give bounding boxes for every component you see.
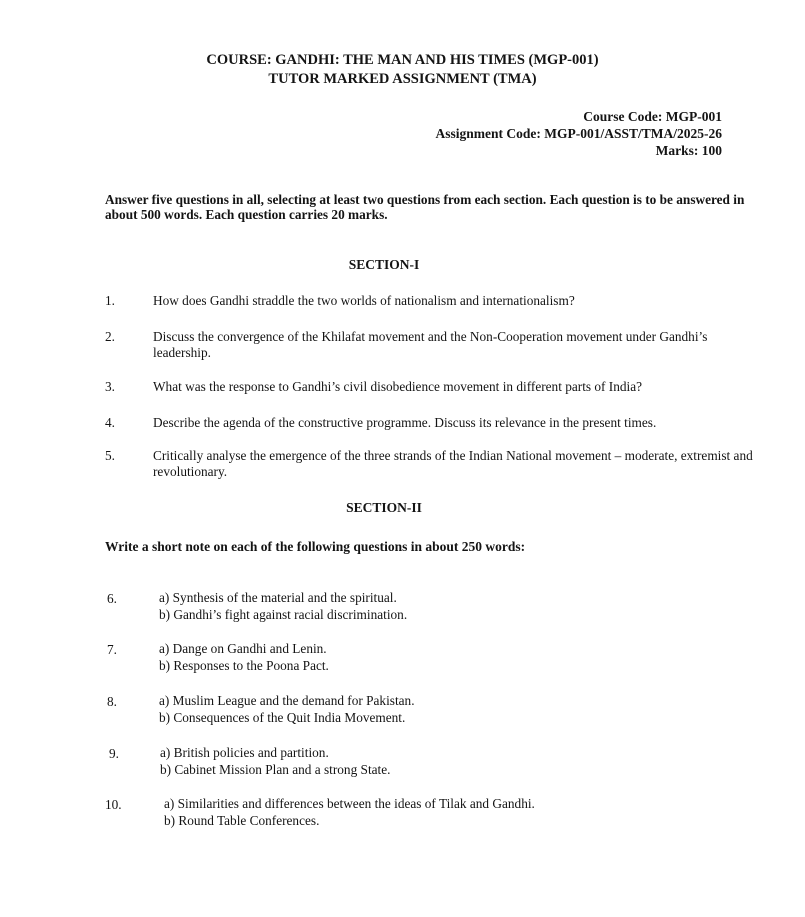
question-number: 8. <box>107 694 117 709</box>
question-text: Discuss the convergence of the Khilafat movement and the Non-Cooperation movement under Gandhi’s leadership. <box>153 329 708 360</box>
course-code: Course Code: MGP-001 <box>583 109 722 124</box>
sub-question-b: b) Cabinet Mission Plan and a strong State. <box>160 762 391 777</box>
question-number: 2. <box>105 329 115 344</box>
sub-question-b: b) Round Table Conferences. <box>164 813 320 828</box>
section-1-heading: SECTION-I <box>348 257 420 272</box>
question-number: 10. <box>105 797 122 812</box>
question-text: Critically analyse the emergence of the three strands of the Indian National movement – moderate, extremist and revolutionary. <box>153 448 753 479</box>
assignment-code: Assignment Code: MGP-001/ASST/TMA/2025-26 <box>435 126 722 141</box>
sub-question-a: a) Similarities and differences between the ideas of Tilak and Gandhi. <box>164 796 535 811</box>
question-number: 4. <box>105 415 115 430</box>
question-number: 1. <box>105 293 115 308</box>
question-number: 9. <box>109 746 119 761</box>
sub-question-b: b) Consequences of the Quit India Movement. <box>159 710 406 725</box>
question-text: Describe the agenda of the constructive programme. Discuss its relevance in the present times. <box>153 415 657 430</box>
question-text: What was the response to Gandhi’s civil disobedience movement in different parts of India? <box>153 379 643 394</box>
sub-question-a: a) Dange on Gandhi and Lenin. <box>159 641 327 656</box>
sub-question-a: a) British policies and partition. <box>160 745 329 760</box>
question-number: 6. <box>107 591 117 606</box>
question-text: How does Gandhi straddle the two worlds of nationalism and internationalism? <box>153 293 575 308</box>
sub-question-a: a) Muslim League and the demand for Pakistan. <box>159 693 415 708</box>
marks: Marks: 100 <box>655 143 722 158</box>
course-title: COURSE: GANDHI: THE MAN AND HIS TIMES (MGP-001) <box>206 52 599 68</box>
section-2-instruction: Write a short note on each of the following questions in about 250 words: <box>105 539 526 554</box>
sub-question-b: b) Responses to the Poona Pact. <box>159 658 329 673</box>
sub-question-b: b) Gandhi’s fight against racial discrimination. <box>159 607 408 622</box>
question-number: 7. <box>107 642 117 657</box>
section-2-heading: SECTION-II <box>346 500 422 515</box>
assignment-title: TUTOR MARKED ASSIGNMENT (TMA) <box>268 71 537 87</box>
question-number: 5. <box>105 448 115 463</box>
sub-question-a: a) Synthesis of the material and the spiritual. <box>159 590 397 605</box>
question-number: 3. <box>105 379 115 394</box>
instructions: Answer five questions in all, selecting at least two questions from each section. Each question is to be answered in about 500 words. Each question carries 20 marks. <box>105 192 745 222</box>
